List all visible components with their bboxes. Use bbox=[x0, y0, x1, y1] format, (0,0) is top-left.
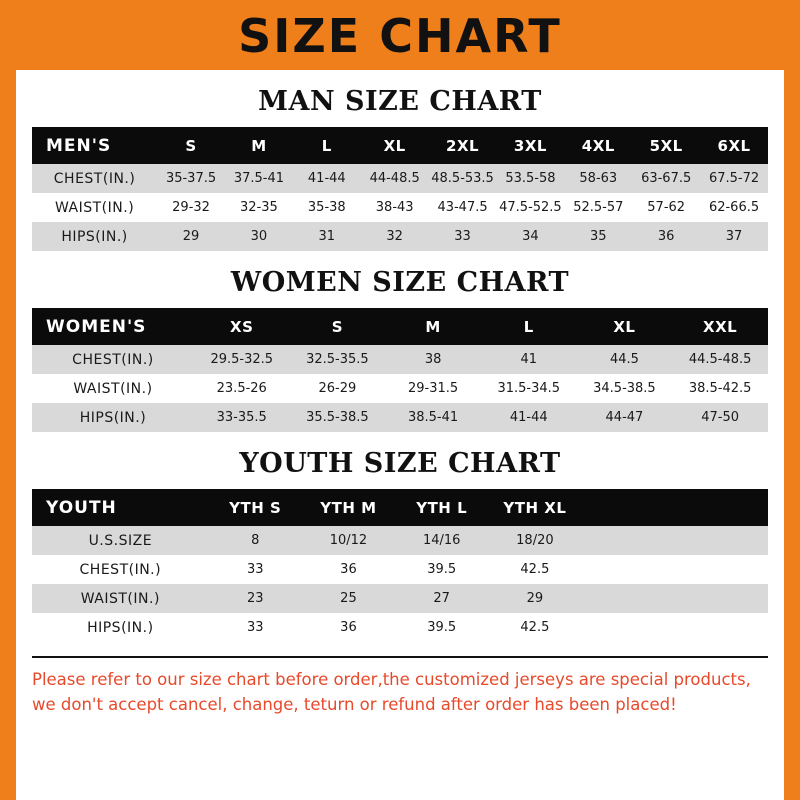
youth-cell-2-1: 25 bbox=[302, 584, 395, 613]
youth-cell-2-4 bbox=[582, 584, 675, 613]
men-cell-2-0: 29 bbox=[157, 222, 225, 251]
women-col-2: M bbox=[385, 308, 481, 345]
women-cell-2-5: 47-50 bbox=[672, 403, 768, 432]
men-col-1: M bbox=[225, 127, 293, 164]
women-cell-2-2: 38.5-41 bbox=[385, 403, 481, 432]
men-cell-2-2: 31 bbox=[293, 222, 361, 251]
table-row bbox=[32, 222, 768, 251]
men-cell-2-5: 34 bbox=[496, 222, 564, 251]
men-cell-1-6: 52.5-57 bbox=[564, 193, 632, 222]
men-cell-0-4: 48.5-53.5 bbox=[429, 164, 497, 193]
women-cell-0-5: 44.5-48.5 bbox=[672, 345, 768, 374]
table-header-row bbox=[32, 127, 768, 164]
youth-cell-1-1: 36 bbox=[302, 555, 395, 584]
youth-cell-3-0: 33 bbox=[209, 613, 302, 642]
men-row-label-1: WAIST(IN.) bbox=[32, 193, 157, 222]
youth-col-1: YTH M bbox=[302, 489, 395, 526]
women-cell-0-1: 32.5-35.5 bbox=[290, 345, 386, 374]
men-row-label-2: HIPS(IN.) bbox=[32, 222, 157, 251]
youth-cell-0-2: 14/16 bbox=[395, 526, 488, 555]
table-row bbox=[32, 584, 768, 613]
men-col-7: 5XL bbox=[632, 127, 700, 164]
men-cell-2-6: 35 bbox=[564, 222, 632, 251]
men-cell-0-1: 37.5-41 bbox=[225, 164, 293, 193]
men-cell-2-4: 33 bbox=[429, 222, 497, 251]
men-table-body bbox=[32, 164, 768, 251]
youth-row-label-1: CHEST(IN.) bbox=[32, 555, 209, 584]
youth-cell-1-3: 42.5 bbox=[488, 555, 581, 584]
women-size-table bbox=[32, 308, 768, 432]
table-row bbox=[32, 555, 768, 584]
women-table-header bbox=[32, 308, 768, 345]
men-cell-1-4: 43-47.5 bbox=[429, 193, 497, 222]
youth-row-label-2: WAIST(IN.) bbox=[32, 584, 209, 613]
table-row bbox=[32, 193, 768, 222]
men-cell-0-2: 41-44 bbox=[293, 164, 361, 193]
men-cell-2-3: 32 bbox=[361, 222, 429, 251]
men-cell-0-0: 35-37.5 bbox=[157, 164, 225, 193]
men-cell-2-1: 30 bbox=[225, 222, 293, 251]
women-corner-label: WOMEN'S bbox=[32, 308, 194, 345]
youth-cell-1-0: 33 bbox=[209, 555, 302, 584]
youth-cell-0-0: 8 bbox=[209, 526, 302, 555]
table-row bbox=[32, 164, 768, 193]
men-cell-1-1: 32-35 bbox=[225, 193, 293, 222]
women-col-5: XXL bbox=[672, 308, 768, 345]
men-col-8: 6XL bbox=[700, 127, 768, 164]
table-header-row bbox=[32, 308, 768, 345]
men-cell-1-8: 62-66.5 bbox=[700, 193, 768, 222]
men-cell-0-6: 58-63 bbox=[564, 164, 632, 193]
men-cell-1-7: 57-62 bbox=[632, 193, 700, 222]
women-cell-2-0: 33-35.5 bbox=[194, 403, 290, 432]
men-col-2: L bbox=[293, 127, 361, 164]
women-cell-1-5: 38.5-42.5 bbox=[672, 374, 768, 403]
youth-col-3: YTH XL bbox=[488, 489, 581, 526]
men-cell-0-8: 67.5-72 bbox=[700, 164, 768, 193]
youth-cell-2-2: 27 bbox=[395, 584, 488, 613]
youth-cell-1-2: 39.5 bbox=[395, 555, 488, 584]
youth-table-header bbox=[32, 489, 768, 526]
table-row bbox=[32, 526, 768, 555]
men-cell-1-5: 47.5-52.5 bbox=[496, 193, 564, 222]
youth-cell-1-5 bbox=[675, 555, 768, 584]
women-row-label-1: WAIST(IN.) bbox=[32, 374, 194, 403]
youth-row-label-0: U.S.SIZE bbox=[32, 526, 209, 555]
table-row bbox=[32, 374, 768, 403]
women-section-title: WOMEN SIZE CHART bbox=[230, 267, 570, 298]
youth-corner-label: YOUTH bbox=[32, 489, 209, 526]
youth-col-4 bbox=[582, 489, 675, 526]
men-col-4: 2XL bbox=[429, 127, 497, 164]
youth-cell-2-3: 29 bbox=[488, 584, 581, 613]
youth-cell-3-2: 39.5 bbox=[395, 613, 488, 642]
women-row-label-0: CHEST(IN.) bbox=[32, 345, 194, 374]
youth-cell-0-4 bbox=[582, 526, 675, 555]
youth-cell-2-5 bbox=[675, 584, 768, 613]
youth-col-0: YTH S bbox=[209, 489, 302, 526]
women-row-label-2: HIPS(IN.) bbox=[32, 403, 194, 432]
youth-cell-3-4 bbox=[582, 613, 675, 642]
footer-line-2: we don't accept cancel, change, teturn or refund after order has been placed! bbox=[32, 694, 677, 714]
men-col-0: S bbox=[157, 127, 225, 164]
page-title: SIZE CHART bbox=[238, 9, 562, 63]
youth-size-table bbox=[32, 489, 768, 642]
women-col-1: S bbox=[290, 308, 386, 345]
women-cell-2-3: 41-44 bbox=[481, 403, 577, 432]
women-cell-1-3: 31.5-34.5 bbox=[481, 374, 577, 403]
footer-line-1: Please refer to our size chart before order,the customized jerseys are special products, bbox=[32, 670, 751, 689]
youth-cell-3-1: 36 bbox=[302, 613, 395, 642]
men-col-5: 3XL bbox=[496, 127, 564, 164]
men-cell-2-8: 37 bbox=[700, 222, 768, 251]
women-cell-2-4: 44-47 bbox=[577, 403, 673, 432]
youth-row-label-3: HIPS(IN.) bbox=[32, 613, 209, 642]
men-row-label-0: CHEST(IN.) bbox=[32, 164, 157, 193]
youth-cell-3-3: 42.5 bbox=[488, 613, 581, 642]
men-cell-1-2: 35-38 bbox=[293, 193, 361, 222]
women-table-body bbox=[32, 345, 768, 432]
women-cell-1-1: 26-29 bbox=[290, 374, 386, 403]
men-col-3: XL bbox=[361, 127, 429, 164]
chart-content bbox=[16, 86, 784, 642]
youth-cell-3-5 bbox=[675, 613, 768, 642]
women-cell-0-4: 44.5 bbox=[577, 345, 673, 374]
women-col-3: L bbox=[481, 308, 577, 345]
youth-section-title: YOUTH SIZE CHART bbox=[239, 448, 561, 479]
men-cell-0-5: 53.5-58 bbox=[496, 164, 564, 193]
table-row bbox=[32, 345, 768, 374]
table-row bbox=[32, 403, 768, 432]
women-cell-0-2: 38 bbox=[385, 345, 481, 374]
women-cell-1-4: 34.5-38.5 bbox=[577, 374, 673, 403]
men-cell-0-3: 44-48.5 bbox=[361, 164, 429, 193]
men-cell-0-7: 63-67.5 bbox=[632, 164, 700, 193]
footer-disclaimer bbox=[32, 656, 768, 718]
women-cell-2-1: 35.5-38.5 bbox=[290, 403, 386, 432]
youth-cell-1-4 bbox=[582, 555, 675, 584]
women-col-4: XL bbox=[577, 308, 673, 345]
youth-cell-0-3: 18/20 bbox=[488, 526, 581, 555]
women-col-0: XS bbox=[194, 308, 290, 345]
women-cell-0-3: 41 bbox=[481, 345, 577, 374]
men-table-header bbox=[32, 127, 768, 164]
men-size-table bbox=[32, 127, 768, 251]
youth-table-body bbox=[32, 526, 768, 642]
men-corner-label: MEN'S bbox=[32, 127, 157, 164]
youth-col-2: YTH L bbox=[395, 489, 488, 526]
youth-col-5 bbox=[675, 489, 768, 526]
men-section-title: MAN SIZE CHART bbox=[258, 86, 542, 117]
table-row bbox=[32, 613, 768, 642]
youth-cell-0-1: 10/12 bbox=[302, 526, 395, 555]
men-cell-1-0: 29-32 bbox=[157, 193, 225, 222]
men-col-6: 4XL bbox=[564, 127, 632, 164]
table-header-row bbox=[32, 489, 768, 526]
women-cell-0-0: 29.5-32.5 bbox=[194, 345, 290, 374]
women-cell-1-2: 29-31.5 bbox=[385, 374, 481, 403]
men-cell-1-3: 38-43 bbox=[361, 193, 429, 222]
youth-cell-2-0: 23 bbox=[209, 584, 302, 613]
men-cell-2-7: 36 bbox=[632, 222, 700, 251]
banner bbox=[16, 0, 784, 70]
women-cell-1-0: 23.5-26 bbox=[194, 374, 290, 403]
youth-cell-0-5 bbox=[675, 526, 768, 555]
